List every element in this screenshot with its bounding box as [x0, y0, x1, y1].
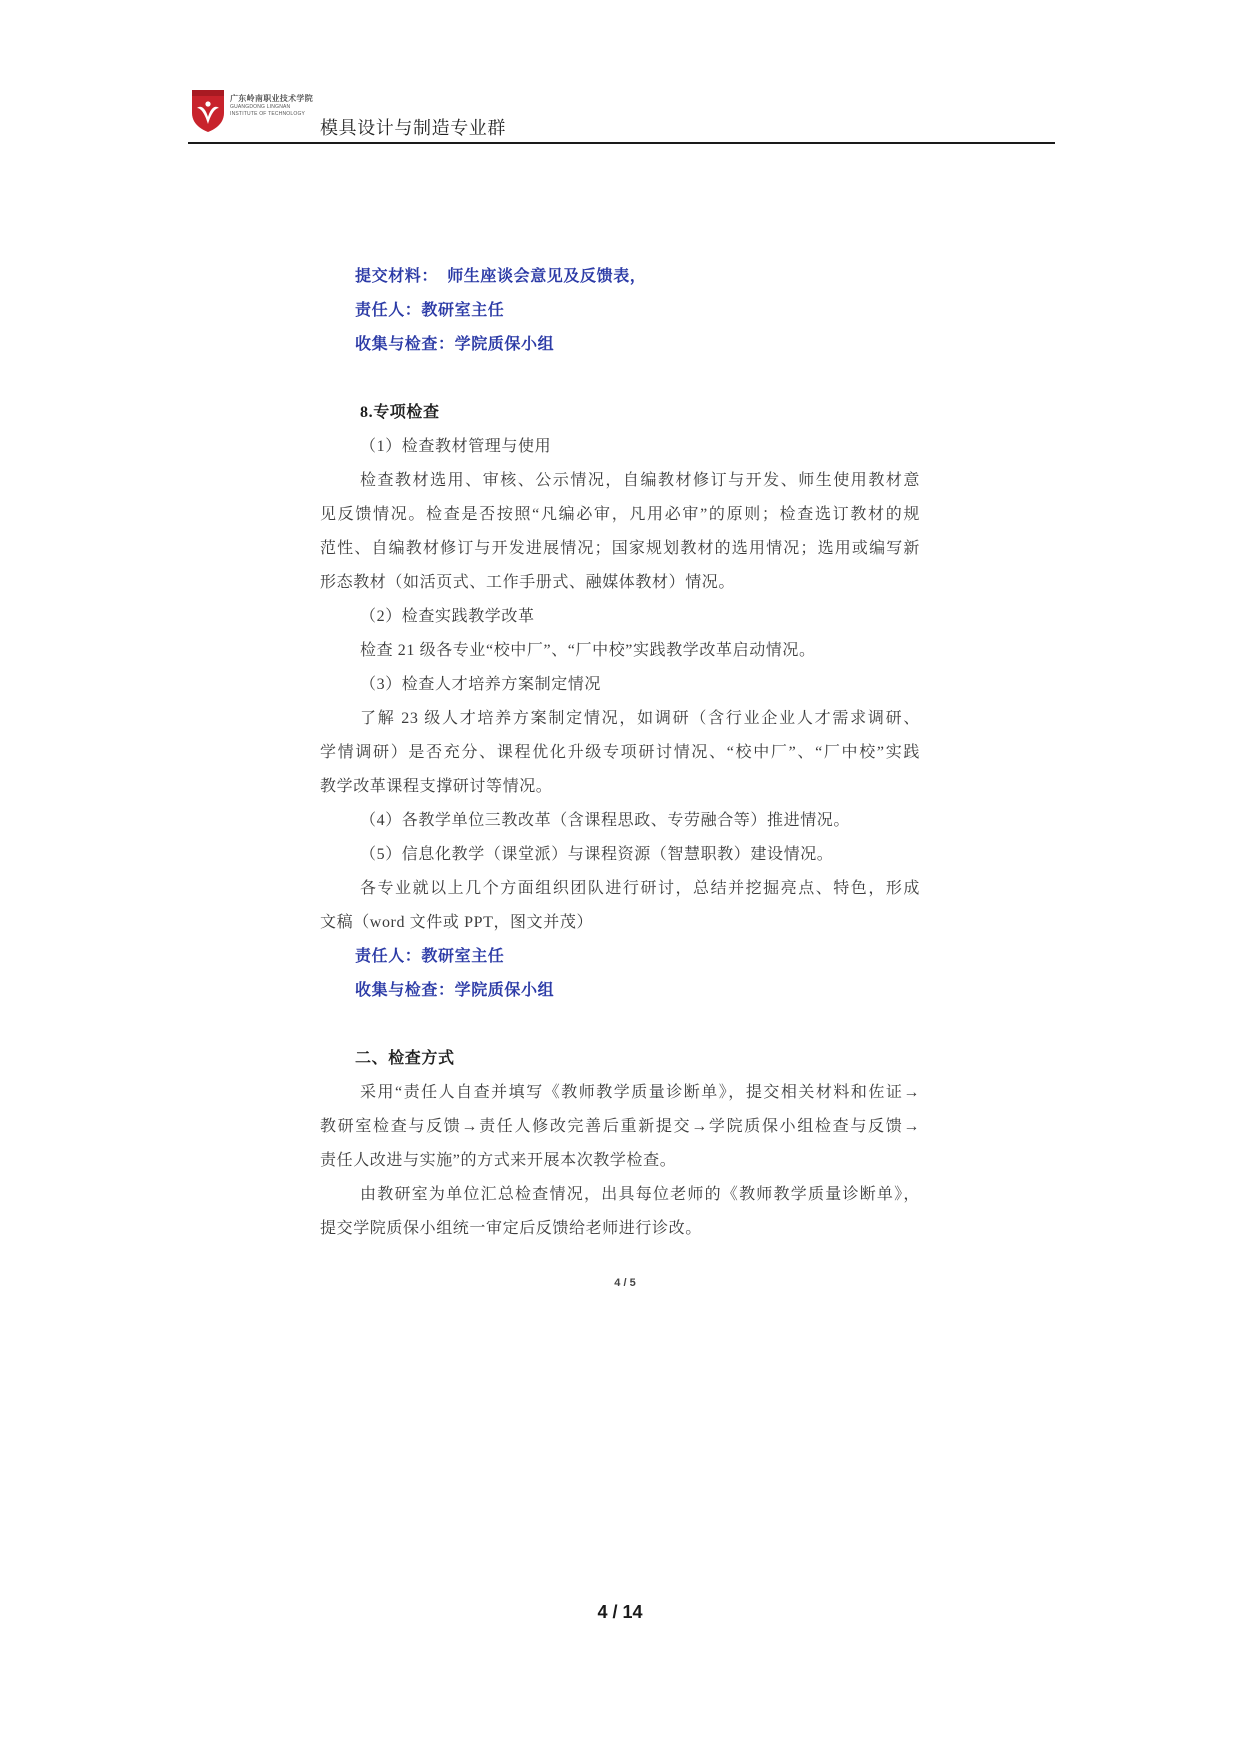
- section-heading: 8.专项检查: [360, 404, 440, 421]
- paragraph-line: 责任人改进与实施”的方式来开展本次教学检查。: [320, 1152, 677, 1169]
- document-body: [320, 260, 920, 1246]
- responsible-person-line: 责任人：教研室主任: [355, 302, 505, 319]
- paragraph-line: 采用“责任人自查并填写《教师教学质量诊断单》，提交相关材料和佐证→: [360, 1084, 920, 1101]
- paragraph-line: 由教研室为单位汇总检查情况，出具每位老师的《教师教学质量诊断单》，: [360, 1186, 920, 1203]
- logo-text-en-1: GUANGDONG LINGNAN: [230, 104, 291, 110]
- logo-text-en-2: INSTITUTE OF TECHNOLOGY: [230, 111, 306, 117]
- subsection-title: （3）检查人才培养方案制定情况: [360, 676, 602, 693]
- collection-check-line: 收集与检查：学院质保小组: [355, 336, 555, 353]
- school-logo: [190, 89, 226, 133]
- header-title: 模具设计与制造专业群: [320, 118, 506, 138]
- paragraph-line: 见反馈情况。检查是否按照“凡编必审，凡用必审”的原则；检查选订教材的规: [320, 506, 920, 523]
- paragraph-line: 了解 23 级人才培养方案制定情况，如调研（含行业企业人才需求调研、: [360, 710, 920, 727]
- responsible-person-line: 责任人：教研室主任: [355, 948, 505, 965]
- inner-page-number: 4 / 5: [614, 1277, 636, 1289]
- logo-wordmark: [230, 95, 313, 117]
- paragraph-line: 学情调研）是否充分、课程优化升级专项研讨情况、“校中厂”、“厂中校”实践: [320, 744, 920, 761]
- paragraph-line: 各专业就以上几个方面组织团队进行研讨，总结并挖掘亮点、特色，形成: [360, 880, 920, 897]
- paragraph-line: 检查教材选用、审核、公示情况，自编教材修订与开发、师生使用教材意: [360, 472, 920, 489]
- blank-line: [320, 362, 920, 396]
- header-divider: [188, 142, 1055, 144]
- paragraph-line: 形态教材（如活页式、工作手册式、融媒体教材）情况。: [320, 574, 736, 591]
- logo-text-cn: 广东岭南职业技术学院: [230, 94, 313, 103]
- blank-line: [320, 1008, 920, 1042]
- subsection-title: （2）检查实践教学改革: [360, 608, 535, 625]
- subsection-title: （4）各教学单位三教改革（含课程思政、专劳融合等）推进情况。: [360, 812, 851, 829]
- page-number: 4 / 14: [597, 1602, 643, 1622]
- subsection-title: （1）检查教材管理与使用: [360, 438, 552, 455]
- paragraph-line: 范性、自编教材修订与开发进展情况；国家规划教材的选用情况；选用或编写新: [320, 540, 920, 557]
- submission-materials-line: 提交材料： 师生座谈会意见及反馈表，: [355, 268, 647, 285]
- collection-check-line: 收集与检查：学院质保小组: [355, 982, 555, 999]
- paragraph-line: 教研室检查与反馈→责任人修改完善后重新提交→学院质保小组检查与反馈→: [320, 1118, 920, 1135]
- paragraph-line: 文稿（word 文件或 PPT，图文并茂）: [320, 914, 594, 931]
- paragraph-line: 提交学院质保小组统一审定后反馈给老师进行诊改。: [320, 1220, 702, 1237]
- paragraph-line: 检查 21 级各专业“校中厂”、“厂中校”实践教学改革启动情况。: [360, 642, 816, 659]
- section-heading: 二、检查方式: [355, 1050, 455, 1067]
- paragraph-line: 教学改革课程支撑研讨等情况。: [320, 778, 553, 795]
- subsection-title: （5）信息化教学（课堂派）与课程资源（智慧职教）建设情况。: [360, 846, 834, 863]
